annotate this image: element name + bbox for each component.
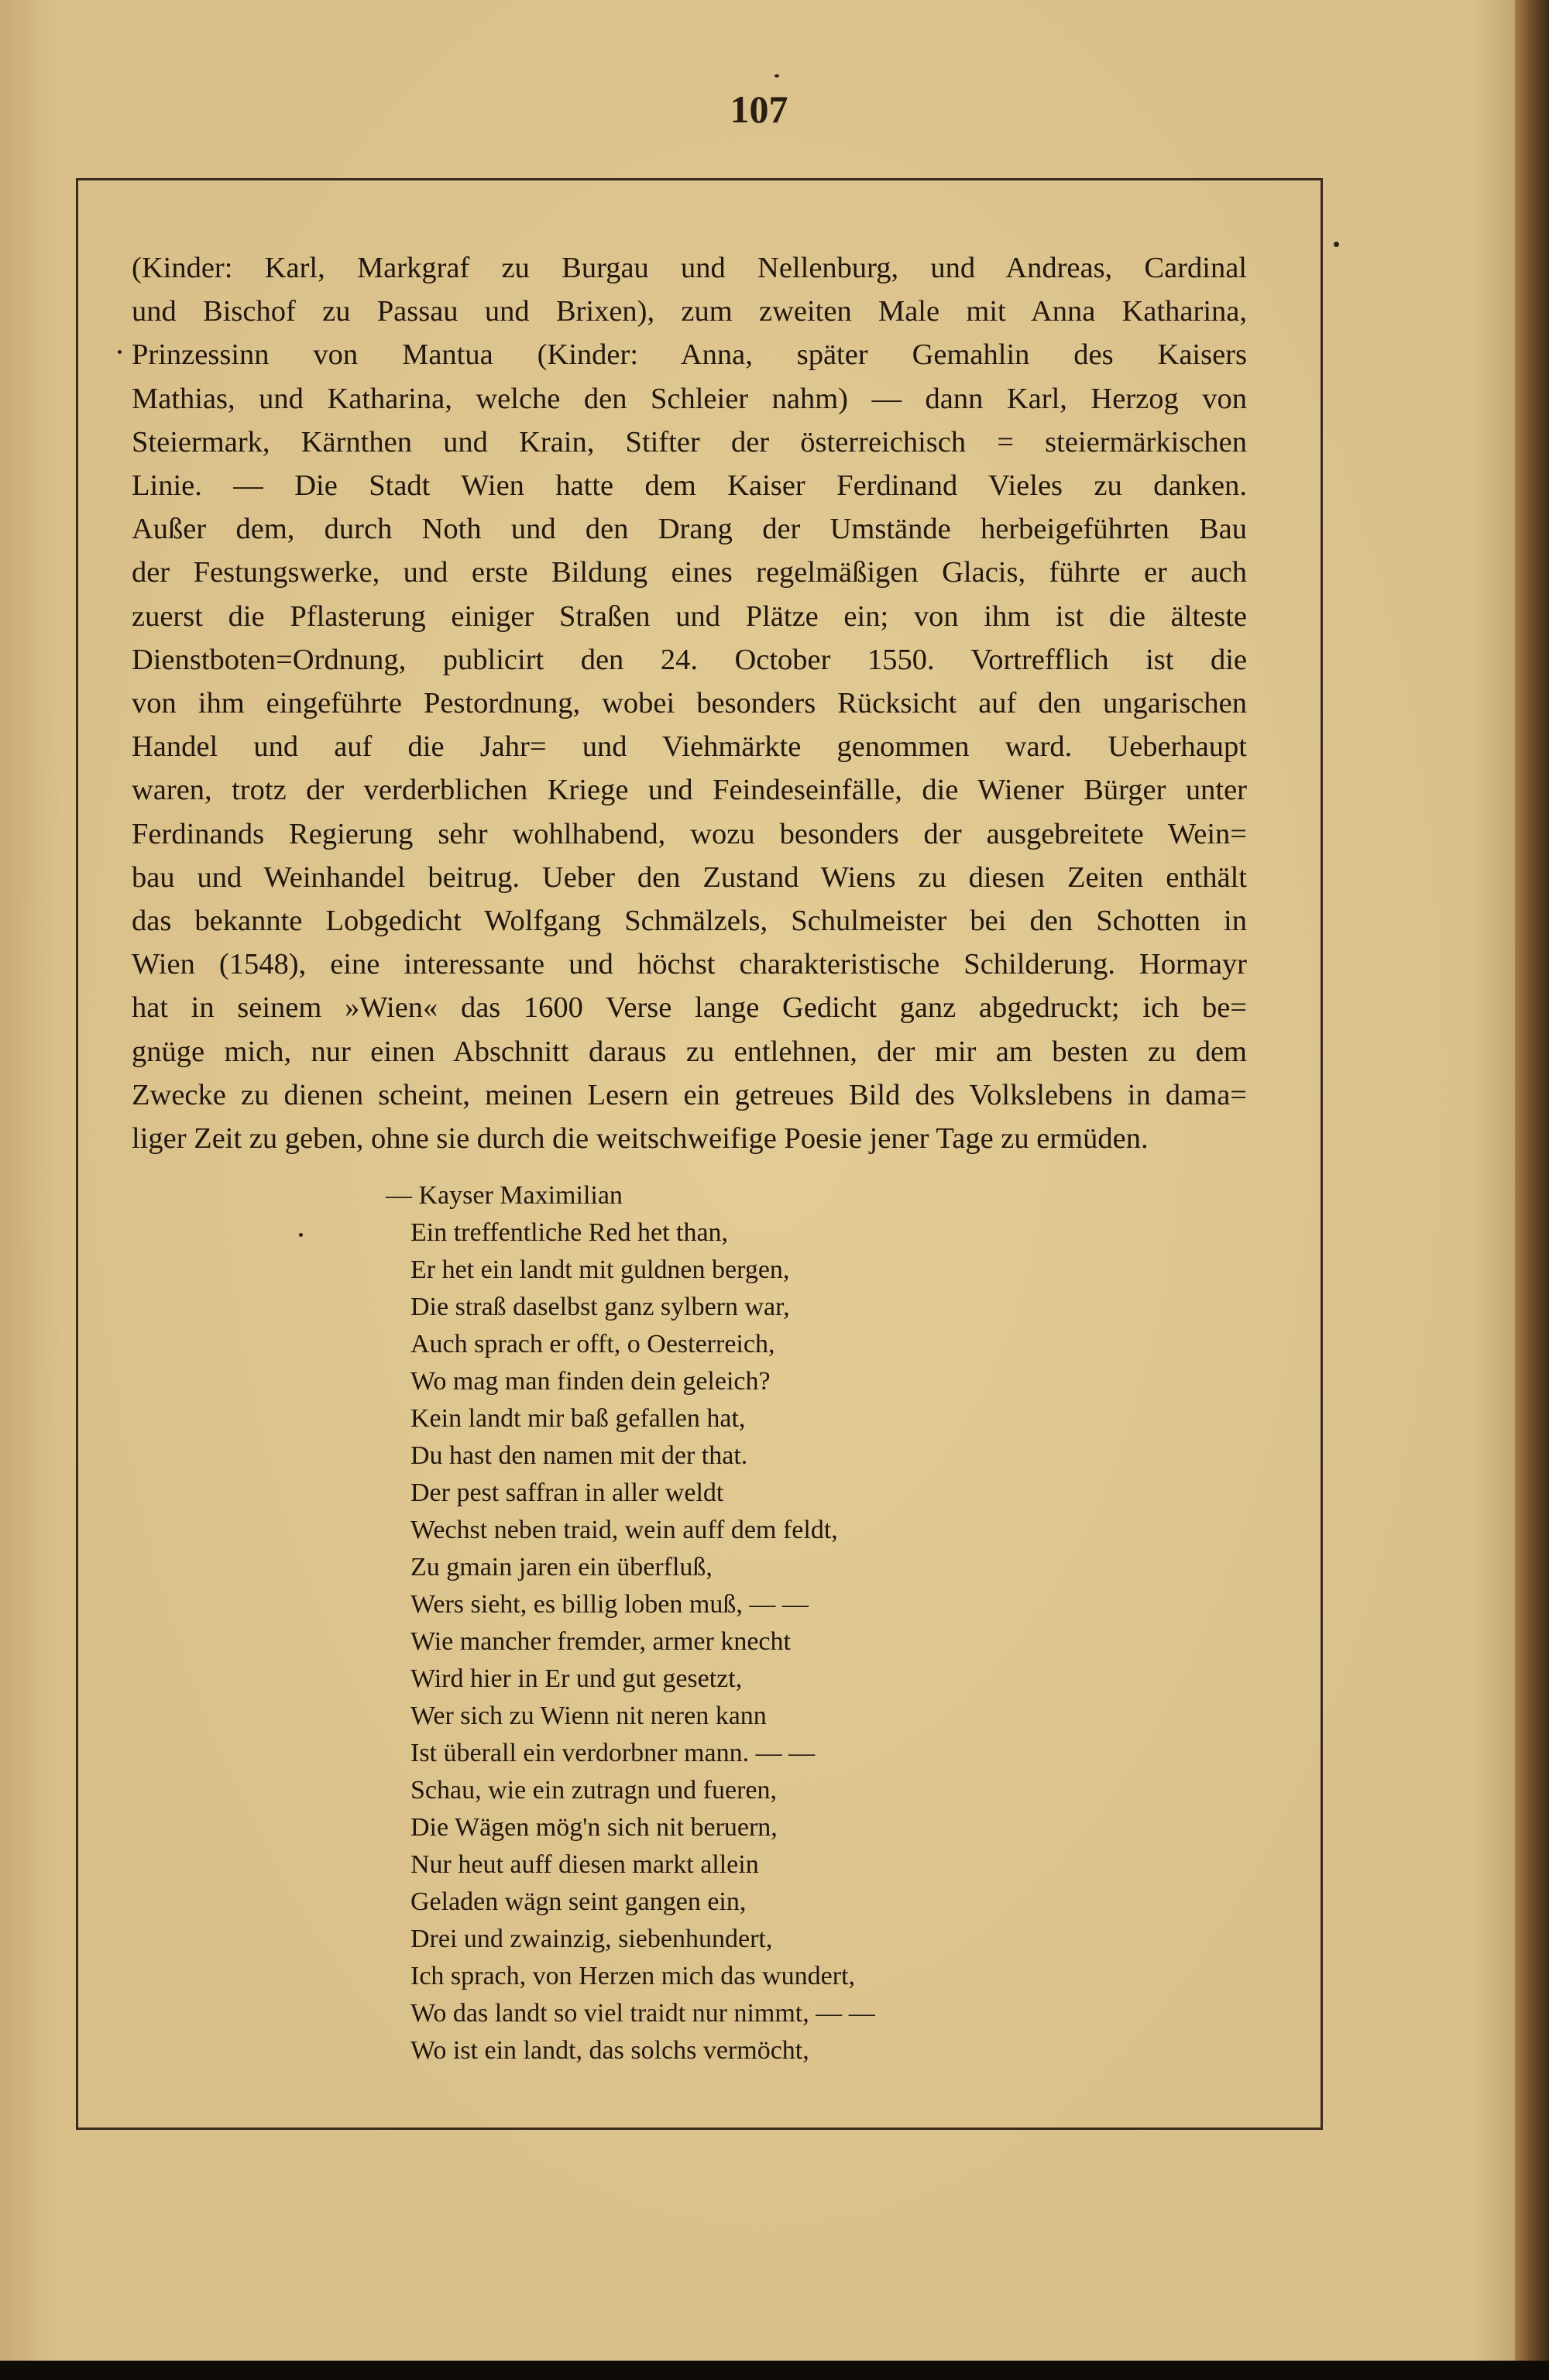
verse-line: Du hast den namen mit der that.: [410, 1441, 748, 1470]
verse-line: Die Wägen mög'n sich nit beruern,: [410, 1813, 778, 1842]
margin-speck: [1334, 242, 1339, 247]
verse-line: Drei und zwainzig, siebenhundert,: [410, 1925, 773, 1953]
prose-line: bau und Weinhandel beitrug. Ueber den Zustand Wiens zu diesen Zeiten enthält: [132, 860, 1247, 894]
verse-line: Wer sich zu Wienn nit neren kann: [410, 1702, 767, 1730]
prose-line: waren, trotz der verderblichen Kriege und Feindeseinfälle, die Wiener Bürger unter: [132, 774, 1247, 807]
verse-line: Wo mag man finden dein geleich?: [410, 1367, 771, 1396]
verse-line: Zu gmain jaren ein überfluß,: [410, 1553, 713, 1582]
prose-line: Wien (1548), eine interessante und höchst charakteristische Schilderung. Hormayr: [132, 948, 1247, 981]
margin-speck: [118, 350, 122, 354]
verse-line: Wechst neben traid, wein auff dem feldt,: [410, 1516, 838, 1544]
prose-line: der Festungswerke, und erste Bildung eines regelmäßigen Glacis, führte er auch: [132, 556, 1247, 589]
prose-line: Zwecke zu dienen scheint, meinen Lesern ein getreues Bild des Volkslebens in dama=: [132, 1078, 1247, 1111]
verse-line: Wie mancher fremder, armer knecht: [410, 1627, 791, 1656]
margin-speck: [774, 74, 779, 77]
prose-line: Außer dem, durch Noth und den Drang der Umstände herbeigeführten Bau: [132, 513, 1247, 546]
verse-block: [386, 1177, 1108, 2069]
verse-line: Nur heut auff diesen markt allein: [410, 1850, 759, 1879]
prose-line: Dienstboten=Ordnung, publicirt den 24. October 1550. Vortrefflich ist die: [132, 643, 1247, 676]
verse-line: Die straß daselbst ganz sylbern war,: [410, 1293, 790, 1321]
verse-line: Auch sprach er offt, o Oesterreich,: [410, 1330, 775, 1358]
prose-line: Steiermark, Kärnthen und Krain, Stifter der österreichisch = steiermärkischen: [132, 425, 1247, 458]
verse-line: Ich sprach, von Herzen mich das wundert,: [410, 1962, 856, 1990]
verse-line: Wo das landt so viel traidt nur nimmt, — —: [410, 1999, 875, 2028]
prose-line: (Kinder: Karl, Markgraf zu Burgau und Nellenburg, und Andreas, Cardinal: [132, 252, 1247, 284]
scan-bottom-edge: [0, 2361, 1549, 2380]
prose-line: Ferdinands Regierung sehr wohlhabend, wozu besonders der ausgebreitete Wein=: [132, 817, 1247, 850]
prose-paragraph: [132, 246, 1247, 1160]
verse-line: Der pest saffran in aller weldt: [410, 1478, 724, 1507]
verse-line: Kein landt mir baß gefallen hat,: [410, 1404, 746, 1433]
verse-line: Wers sieht, es billig loben muß, — —: [410, 1590, 809, 1619]
prose-line: zuerst die Pflasterung einiger Straßen und Plätze ein; von ihm ist die älteste: [132, 599, 1247, 633]
verse-line: Er het ein landt mit guldnen bergen,: [410, 1255, 790, 1284]
verse-line: Ein treffentliche Red het than,: [410, 1218, 729, 1247]
prose-line: liger Zeit zu geben, ohne sie durch die weitschweifige Poesie jener Tage zu ermüden.: [132, 1122, 1149, 1156]
verse-line: Wo ist ein landt, das solchs vermöcht,: [410, 2036, 809, 2065]
prose-line: hat in seinem »Wien« das 1600 Verse lange Gedicht ganz abgedruckt; ich be=: [132, 991, 1247, 1025]
prose-line: das bekannte Lobgedicht Wolfgang Schmälzels, Schulmeister bei den Schotten in: [132, 905, 1247, 938]
prose-line: von ihm eingeführte Pestordnung, wobei besonders Rücksicht auf den ungarischen: [132, 687, 1247, 720]
prose-line: und Bischof zu Passau und Brixen), zum zweiten Male mit Anna Katharina,: [132, 295, 1247, 328]
verse-line: Geladen wägn seint gangen ein,: [410, 1887, 747, 1916]
prose-line: Prinzessinn von Mantua (Kinder: Anna, später Gemahlin des Kaisers: [132, 338, 1247, 372]
prose-line: Linie. — Die Stadt Wien hatte dem Kaiser Ferdinand Vieles zu danken.: [132, 469, 1247, 503]
prose-line: Mathias, und Katharina, welche den Schleier nahm) — dann Karl, Herzog von: [132, 382, 1247, 415]
margin-speck: [299, 1233, 303, 1237]
verse-line: Ist überall ein verdorbner mann. — —: [410, 1739, 816, 1767]
page-number: 107: [730, 88, 788, 131]
verse-line: Schau, wie ein zutragn und fueren,: [410, 1776, 777, 1805]
prose-line: gnüge mich, nur einen Abschnitt daraus zu entlehnen, der mir am besten zu dem: [132, 1035, 1247, 1068]
book-spine-edge: [1515, 0, 1549, 2380]
verse-line: — Kayser Maximilian: [386, 1181, 623, 1210]
prose-line: Handel und auf die Jahr= und Viehmärkte genommen ward. Ueberhaupt: [132, 730, 1247, 764]
verse-line: Wird hier in Er und gut gesetzt,: [410, 1664, 743, 1693]
